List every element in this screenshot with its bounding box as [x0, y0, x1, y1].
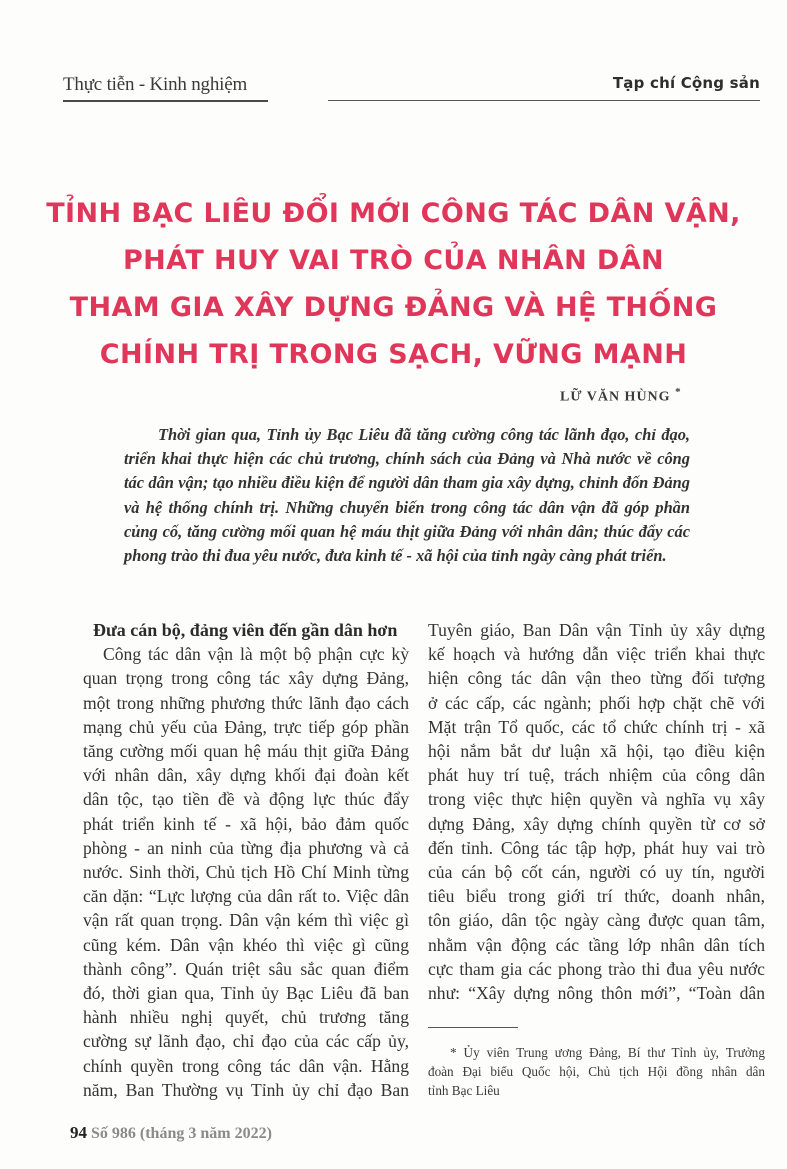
author-footnote-mark: *	[675, 386, 682, 398]
body-column-right	[428, 618, 765, 1005]
body-line: với nhân dân, xây dựng khối đại đoàn kết	[83, 765, 409, 786]
body-line: đến tỉnh. Công tác tập hợp, phát huy vai trò	[428, 837, 765, 858]
body-line: thành công”. Quán triệt sâu sắc quan điểm	[83, 958, 409, 979]
body-line: phát huy trí tuệ, trách nhiệm của công dân	[428, 765, 765, 786]
body-line: năm, Ban Thường vụ Tỉnh ủy chỉ đạo Ban	[83, 1079, 409, 1100]
body-line: phòng - an ninh của từng địa phương và cả	[83, 837, 409, 858]
body-line: hội nắm bắt dư luận xã hội, tạo điều kiện	[428, 741, 765, 762]
body-line: nhằm vận động các tầng lớp nhân dân tích	[428, 934, 765, 955]
author-byline	[560, 386, 682, 406]
body-line: như: “Xây dựng nông thôn mới”, “Toàn dân	[428, 983, 765, 1004]
title-line: TỈNH BẠC LIÊU ĐỔI MỚI CÔNG TÁC DÂN VẬN,	[46, 198, 741, 229]
running-header	[63, 68, 760, 102]
body-line: của cán bộ cốt cán, người có uy tín, người	[428, 862, 765, 883]
author-name: LỮ VĂN HÙNG	[560, 389, 671, 405]
body-line: đó, thời gian qua, Tỉnh ủy Bạc Liêu đã ban	[83, 983, 409, 1004]
body-line: dân tộc, tạo tiền đề và động lực thúc đẩy	[83, 789, 409, 810]
body-line: hành nhiều nghị quyết, chủ trương tăng	[83, 1007, 409, 1028]
header-rule-right	[328, 100, 760, 101]
body-line: cường sự lãnh đạo, chỉ đạo của các cấp ủy,	[83, 1031, 409, 1052]
body-line: trong việc thực hiện quyền và nghĩa vụ xây	[428, 789, 765, 810]
body-line: Mặt trận Tổ quốc, các tổ chức chính trị - xã	[428, 716, 765, 737]
issue-info: Số 986 (tháng 3 năm 2022)	[91, 1125, 272, 1142]
title-line: CHÍNH TRỊ TRONG SẠCH, VỮNG MẠNH	[99, 339, 688, 370]
body-line: cũng kém. Dân vận khéo thì việc gì cũng	[83, 934, 409, 955]
body-line: cực tham gia các phong trào thi đua yêu nước	[428, 958, 765, 979]
article-title	[40, 190, 747, 378]
page-number: 94	[70, 1123, 87, 1142]
body-line: phát triển kinh tế - xã hội, bảo đảm quốc	[83, 813, 409, 834]
footnote-line: tỉnh Bạc Liêu	[428, 1083, 500, 1098]
body-line: ở các cấp, các ngành; phối hợp chặt chẽ với	[428, 692, 765, 713]
title-line: PHÁT HUY VAI TRÒ CỦA NHÂN DÂN	[122, 245, 665, 276]
body-line: tôn giáo, dân tộc ngày càng được quan tâm,	[428, 910, 765, 931]
body-line: Công tác dân vận là một bộ phận cực kỳ	[103, 644, 409, 665]
footnote-divider	[428, 1027, 518, 1028]
body-line: quan trọng trong công tác xây dựng Đảng,	[83, 668, 409, 689]
body-line: tiêu biểu trong giới trí thức, doanh nhân,	[428, 886, 765, 907]
body-line: một trong những phương thức lãnh đạo cách	[83, 692, 409, 713]
body-line: tăng cường mối quan hệ máu thịt giữa Đảng	[83, 741, 409, 762]
body-line: hiện công tác dân vận theo từng đối tượng	[428, 668, 765, 689]
body-column-left	[83, 618, 409, 1102]
article-abstract: Thời gian qua, Tỉnh ủy Bạc Liêu đã tăng cường công tác lãnh đạo, chỉ đạo, triển khai thực hiện các chủ trương, chính sách của Đảng và Nhà nước về công tác dân vận; tạo nhiều điều kiện để người dân tham gia xây dựng, chỉnh đốn Đảng và hệ thống chính trị. Những chuyển biến trong công tác dân vận đã góp phần củng cố, tăng cường mối quan hệ máu thịt giữa Đảng với nhân dân; thúc đẩy các phong trào thi đua yêu nước, đưa kinh tế - xã hội của tỉnh ngày càng phát triển.	[124, 425, 690, 566]
journal-name: Tạp chí Cộng sản	[612, 74, 760, 92]
title-line: THAM GIA XÂY DỰNG ĐẢNG VÀ HỆ THỐNG	[69, 292, 718, 323]
footnote-line: đoàn Đại biểu Quốc hội, Chủ tịch Hội đồng nhân dân	[428, 1064, 765, 1079]
footnote-line: * Ủy viên Trung ương Đảng, Bí thư Tỉnh ủy, Trưởng	[450, 1045, 765, 1060]
body-line: dựng Đảng, xây dựng chính quyền từ cơ sở	[428, 813, 765, 834]
body-line: Tuyên giáo, Ban Dân vận Tỉnh ủy xây dựng	[428, 620, 765, 640]
author-footnote	[428, 1043, 765, 1100]
body-line: căn dặn: “Lực lượng của dân rất to. Việc dân	[83, 886, 409, 907]
section-label: Thực tiễn - Kinh nghiệm	[63, 74, 248, 95]
body-line: kế hoạch và hướng dẫn việc triển khai thực	[428, 644, 765, 665]
body-line: chính quyền trong công tác dân vận. Hằng	[83, 1055, 409, 1076]
body-line: mạng chủ yếu của Đảng, trực tiếp góp phần	[83, 716, 409, 737]
page-footer	[70, 1123, 272, 1143]
body-line: nước. Sinh thời, Chủ tịch Hồ Chí Minh từng	[83, 862, 409, 883]
header-rule-left	[63, 100, 268, 102]
section-heading: Đưa cán bộ, đảng viên đến gần dân hơn	[93, 620, 398, 640]
body-line: vận rất quan trọng. Dân vận kém thì việc gì	[83, 910, 409, 931]
